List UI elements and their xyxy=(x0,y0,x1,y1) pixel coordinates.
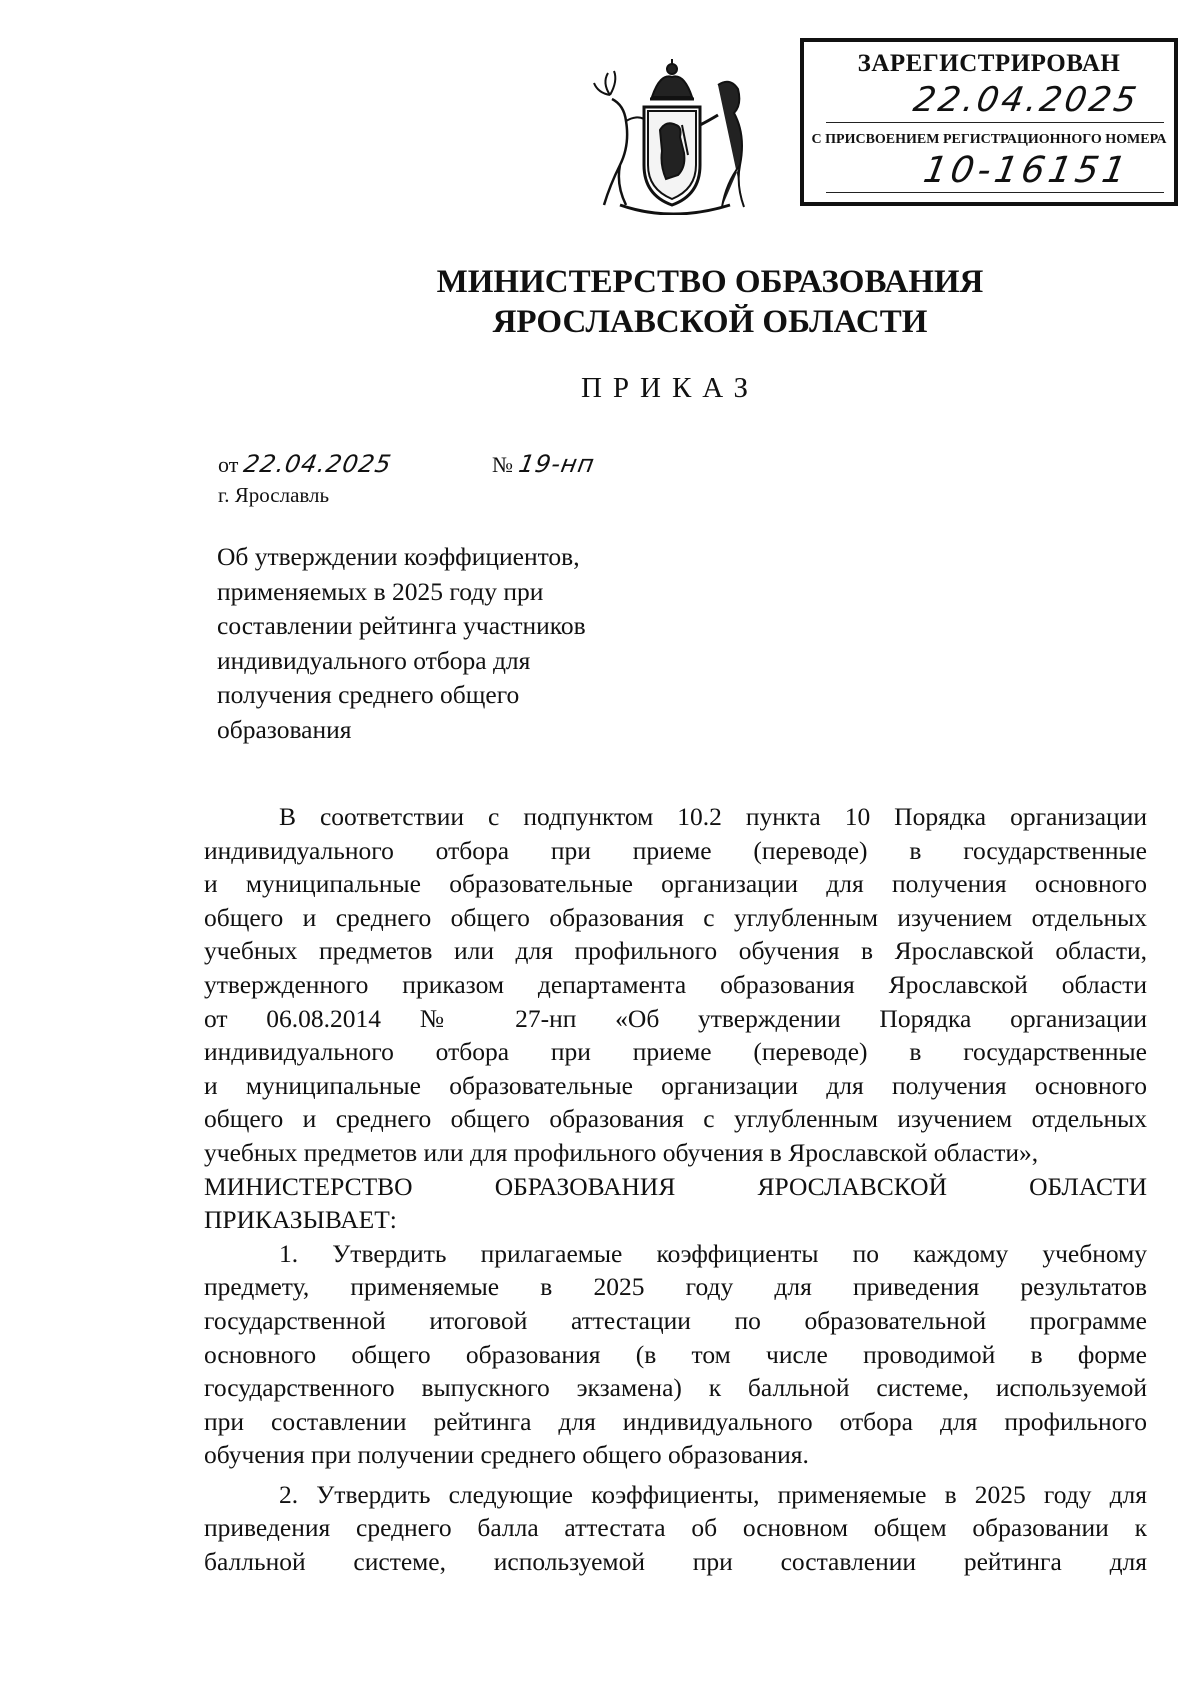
order-date xyxy=(218,450,394,478)
order-subject xyxy=(217,540,657,747)
subject-line: применяемых в 2025 году при xyxy=(217,576,544,606)
coat-of-arms-emblem xyxy=(590,55,755,215)
stamp-divider xyxy=(826,122,1164,123)
ministry-line: МИНИСТЕРСТВО ОБРАЗОВАНИЯ xyxy=(436,264,984,300)
body-line: учебных предметов или для профильного обучения в Ярославской области», xyxy=(204,1137,1039,1167)
stamp-handwritten-date: 22.04.2025 xyxy=(910,80,1143,120)
handwritten-date: 22.04.2025 xyxy=(241,450,394,478)
item-1-line: при составлении рейтинга для индивидуального отбора для профильного xyxy=(204,1406,1147,1436)
item-1-line: государственной итоговой аттестации по образовательной программе xyxy=(204,1305,1147,1335)
stamp-divider xyxy=(826,192,1164,193)
body-line: и муниципальные образовательные организации для получения основного xyxy=(204,869,1147,899)
body-line: индивидуального отбора при приеме (переводе) в государственные xyxy=(204,1037,1147,1067)
body-line: ПРИКАЗЫВАЕТ: xyxy=(204,1205,397,1235)
body-line: общего и среднего общего образования с углубленным изучением отдельных xyxy=(204,902,1147,932)
body-line: В соответствии с подпунктом 10.2 пункта 10 Порядка организации xyxy=(279,802,1147,831)
order-title: ПРИКАЗ xyxy=(580,372,760,404)
city: г. Ярославль xyxy=(218,483,330,507)
item-1-line: обучения при получении среднего общего образования. xyxy=(204,1440,809,1470)
ministry-line: ЯРОСЛАВСКОЙ ОБЛАСТИ xyxy=(492,304,928,340)
item-2-line: приведения среднего балла аттестата об основном общем образовании к xyxy=(204,1513,1147,1543)
body-line: МИНИСТЕРСТВО ОБРАЗОВАНИЯ ЯРОСЛАВСКОЙ ОБЛАСТИ xyxy=(204,1171,1147,1201)
body-line: и муниципальные образовательные организации для получения основного xyxy=(204,1070,1147,1100)
item-1-line: 1. Утвердить прилагаемые коэффициенты по каждому учебному xyxy=(279,1238,1147,1268)
stamp-handwritten-number: 10-16151 xyxy=(920,150,1133,191)
registration-stamp xyxy=(800,38,1178,206)
order-body xyxy=(204,800,1147,1579)
item-1-line: государственного выпускного экзамена) к балльной системе, используемой xyxy=(204,1373,1147,1403)
subject-line: образования xyxy=(217,714,352,744)
handwritten-number: 19-нп xyxy=(516,450,597,478)
stamp-caption: С ПРИСВОЕНИЕМ РЕГИСТРАЦИОННОГО НОМЕРА xyxy=(811,132,1167,147)
item-2-line: 2. Утвердить следующие коэффициенты, применяемые в 2025 году для xyxy=(279,1479,1147,1509)
subject-line: получения среднего общего xyxy=(217,680,520,709)
item-2-line: балльной системе, используемой при составлении рейтинга для xyxy=(204,1547,1147,1577)
order-number xyxy=(492,450,597,478)
subject-line: составлении рейтинга участников xyxy=(217,611,586,640)
body-line: утвержденного приказом департамента образования Ярославской области xyxy=(204,969,1147,999)
item-1-line: предмету, применяемые в 2025 году для приведения результатов xyxy=(204,1272,1147,1302)
date-prefix: от xyxy=(218,452,239,477)
subject-line: индивидуального отбора для xyxy=(217,645,531,675)
number-prefix: № xyxy=(492,452,513,477)
body-line: индивидуального отбора при приеме (переводе) в государственные xyxy=(204,835,1147,865)
stamp-title: ЗАРЕГИСТРИРОВАН xyxy=(857,50,1121,77)
body-line: общего и среднего общего образования с углубленным изучением отдельных xyxy=(204,1104,1147,1134)
subject-line: Об утверждении коэффициентов, xyxy=(217,542,580,571)
ministry-heading xyxy=(0,262,1200,342)
body-line: от 06.08.2014 № 27-нп «Об утверждении Порядка организации xyxy=(204,1003,1147,1033)
item-1-line: основного общего образования (в том числе проводимой в форме xyxy=(204,1339,1147,1369)
body-line: учебных предметов или для профильного обучения в Ярославской области, xyxy=(204,936,1147,966)
